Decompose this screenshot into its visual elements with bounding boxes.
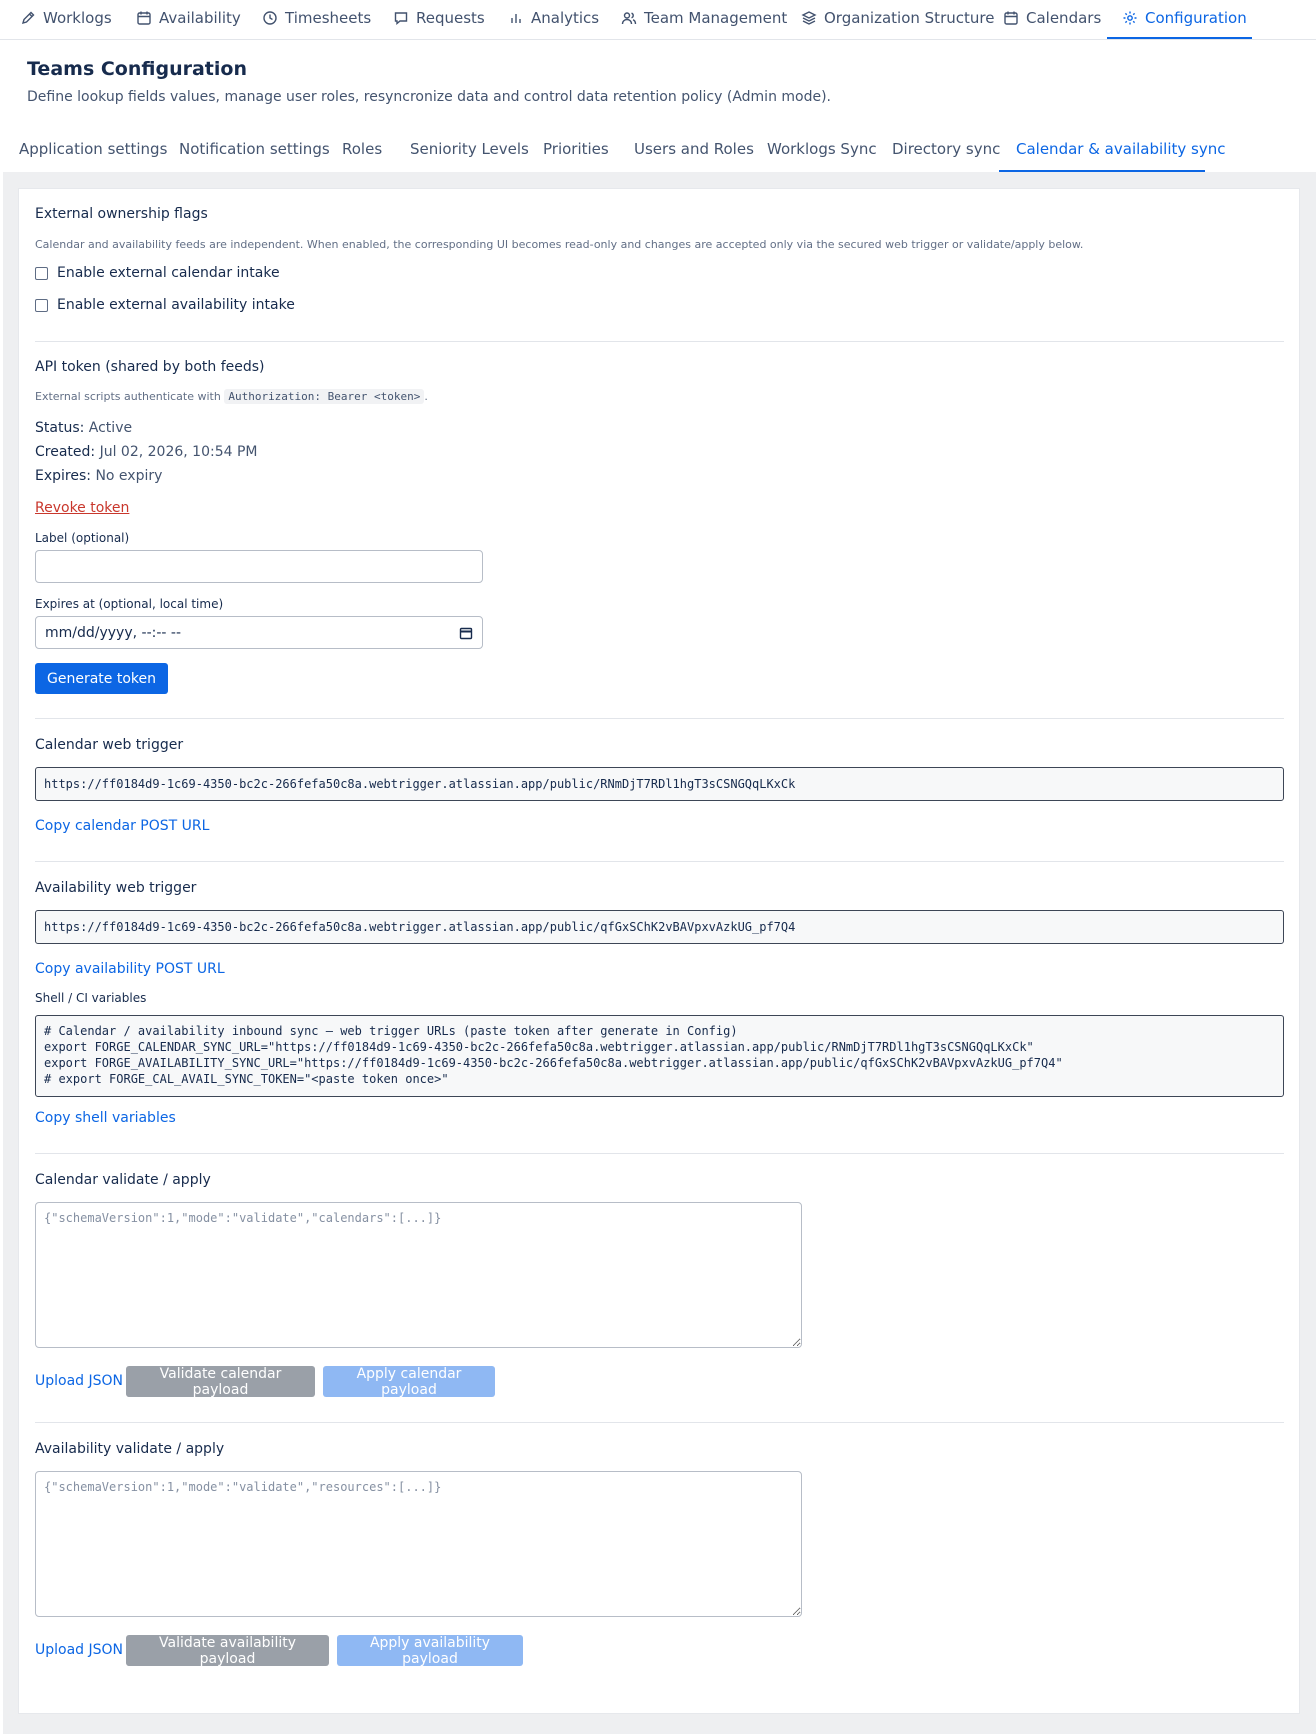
token-expires-input[interactable] <box>35 616 483 649</box>
token-expires-field-label: Expires at (optional, local time) <box>35 597 224 611</box>
nav-item-label: Configuration <box>1145 9 1247 27</box>
tab-priorities[interactable]: Priorities <box>543 140 609 158</box>
nav-item-calendars[interactable] <box>1003 0 1101 36</box>
availability-upload-json-link[interactable]: Upload JSON <box>35 1642 124 1658</box>
copy-shell-variables-link[interactable]: Copy shell variables <box>35 1110 176 1126</box>
availability-payload-textarea[interactable] <box>35 1471 802 1617</box>
calendar-apply-title: Calendar validate / apply <box>35 1172 211 1188</box>
clock-icon <box>262 10 278 26</box>
nav-item-label: Availability <box>159 9 241 27</box>
nav-item-analytics[interactable] <box>508 0 599 36</box>
page-description: Define lookup fields values, manage user roles, resyncronize data and control data retention policy (Admin mode). <box>27 89 832 105</box>
nav-item-label: Calendars <box>1026 9 1102 27</box>
token-label-field-label: Label (optional) <box>35 531 130 545</box>
validate-calendar-button[interactable]: Validate calendar payload <box>126 1366 315 1397</box>
calendar-picker-icon[interactable] <box>459 626 473 640</box>
token-expires <box>35 468 162 484</box>
calendar-icon <box>1003 10 1019 26</box>
nav-item-label: Timesheets <box>285 9 372 27</box>
tab-calendar-availability-sync[interactable]: Calendar & availability sync <box>1016 140 1226 158</box>
token-expires-placeholder: mm/dd/yyyy, --:-- -- <box>45 624 182 641</box>
tab-application-settings[interactable]: Application settings <box>19 140 168 158</box>
copy-calendar-url-link[interactable]: Copy calendar POST URL <box>35 818 210 834</box>
shell-variables-label: Shell / CI variables <box>35 991 147 1005</box>
token-created <box>35 444 257 460</box>
page-title: Teams Configuration <box>27 58 247 80</box>
external-calendar-checkbox[interactable] <box>35 267 48 280</box>
tab-roles[interactable]: Roles <box>342 140 383 158</box>
copy-availability-url-link[interactable]: Copy availability POST URL <box>35 961 225 977</box>
token-help-code: Authorization: Bearer <token> <box>224 389 424 404</box>
external-availability-toggle[interactable] <box>35 297 295 313</box>
calendar-payload-textarea[interactable] <box>35 1202 802 1348</box>
tab-notification-settings[interactable]: Notification settings <box>179 140 330 158</box>
generate-token-button[interactable]: Generate token <box>35 663 168 694</box>
revoke-token-link[interactable]: Revoke token <box>35 500 130 516</box>
section-divider <box>35 1153 1284 1154</box>
validate-availability-button[interactable]: Validate availability payload <box>126 1635 329 1666</box>
tab-directory-sync[interactable]: Directory sync <box>892 140 1001 158</box>
nav-item-timesheets[interactable] <box>262 0 371 36</box>
nav-item-label: Requests <box>416 9 485 27</box>
pencil-icon <box>20 10 36 26</box>
gear-icon <box>1122 10 1138 26</box>
apply-calendar-button[interactable]: Apply calendar payload <box>323 1366 495 1397</box>
tab-seniority-levels[interactable]: Seniority Levels <box>410 140 529 158</box>
nav-item-configuration[interactable] <box>1122 0 1247 36</box>
token-status <box>35 420 132 436</box>
token-label-input[interactable] <box>35 550 483 583</box>
token-help-suffix: . <box>424 390 428 403</box>
section-divider <box>35 341 1284 342</box>
nav-item-label: Analytics <box>531 9 600 27</box>
section-divider <box>35 718 1284 719</box>
ownership-help-text: Calendar and availability feeds are independent. When enabled, the corresponding UI becomes read-only and changes are accepted only via the secured web trigger or validate/apply below. <box>35 238 1084 251</box>
nav-item-label: Team Management <box>644 9 788 27</box>
token-created-value: Jul 02, 2026, 10:54 PM <box>99 444 258 460</box>
section-divider <box>35 1422 1284 1423</box>
nav-item-label: Organization Structure <box>824 9 995 27</box>
layers-icon <box>801 10 817 26</box>
calendar-upload-json-link[interactable]: Upload JSON <box>35 1373 124 1389</box>
availability-trigger-title: Availability web trigger <box>35 880 197 896</box>
nav-item-label: Worklogs <box>43 9 112 27</box>
nav-item-requests[interactable] <box>393 0 485 36</box>
external-calendar-toggle[interactable] <box>35 265 280 281</box>
calendar-trigger-title: Calendar web trigger <box>35 737 184 753</box>
ownership-section-title: External ownership flags <box>35 206 208 222</box>
section-divider <box>35 861 1284 862</box>
top-navigation <box>0 0 1316 40</box>
nav-item-worklogs[interactable] <box>20 0 112 36</box>
config-tabs <box>0 130 1316 172</box>
people-icon <box>621 10 637 26</box>
nav-active-indicator <box>1107 37 1252 39</box>
nav-item-availability[interactable] <box>136 0 241 36</box>
nav-item-organization-structure[interactable] <box>801 0 994 36</box>
apply-availability-button[interactable]: Apply availability payload <box>337 1635 523 1666</box>
availability-trigger-url[interactable]: https://ff0184d9-1c69-4350-bc2c-266fefa50c8a.webtrigger.atlassian.app/public/qfGxSChK2vBAVpxvAzkUG_pf7Q4 <box>35 910 1284 944</box>
nav-item-team-management[interactable] <box>621 0 787 36</box>
external-availability-label: Enable external availability intake <box>57 297 295 313</box>
token-created-label: Created: <box>35 444 96 460</box>
chat-bubble-icon <box>393 10 409 26</box>
tab-users-and-roles[interactable]: Users and Roles <box>634 140 754 158</box>
token-expires-label: Expires: <box>35 468 91 484</box>
token-status-label: Status: <box>35 420 85 436</box>
token-section-title: API token (shared by both feeds) <box>35 359 265 375</box>
token-expires-value: No expiry <box>95 468 163 484</box>
calendar-icon <box>136 10 152 26</box>
shell-variables-code[interactable]: # Calendar / availability inbound sync — web trigger URLs (paste token after generate in Config) export FORGE_CALENDAR_SYNC_URL="https://ff0184d9-1c69-4350-bc2c-266fefa50c8a.webtrigger.atlassian.app/public/RNmDjT7RDl1hgT3sCSNGQqLKxCk" export FORGE_AVAILABILITY_SYNC_URL="https://ff0184d9-1c69-4350-bc2c-266fefa50c8a.webtrigger.atlassian.app/public/qfGxSChK2vBAVpxvAzkUG_pf7Q4" # export FORGE_CAL_AVAIL_SYNC_TOKEN="<paste token once>" <box>35 1015 1284 1097</box>
token-status-value: Active <box>88 420 133 436</box>
calendar-trigger-url[interactable]: https://ff0184d9-1c69-4350-bc2c-266fefa50c8a.webtrigger.atlassian.app/public/RNmDjT7RDl1hgT3sCSNGQqLKxCk <box>35 767 1284 801</box>
external-calendar-label: Enable external calendar intake <box>57 265 280 281</box>
token-help-text <box>35 390 428 403</box>
bar-chart-icon <box>508 10 524 26</box>
availability-apply-title: Availability validate / apply <box>35 1441 225 1457</box>
token-help-prefix: External scripts authenticate with <box>35 390 221 403</box>
tab-worklogs-sync[interactable]: Worklogs Sync <box>767 140 877 158</box>
external-availability-checkbox[interactable] <box>35 299 48 312</box>
